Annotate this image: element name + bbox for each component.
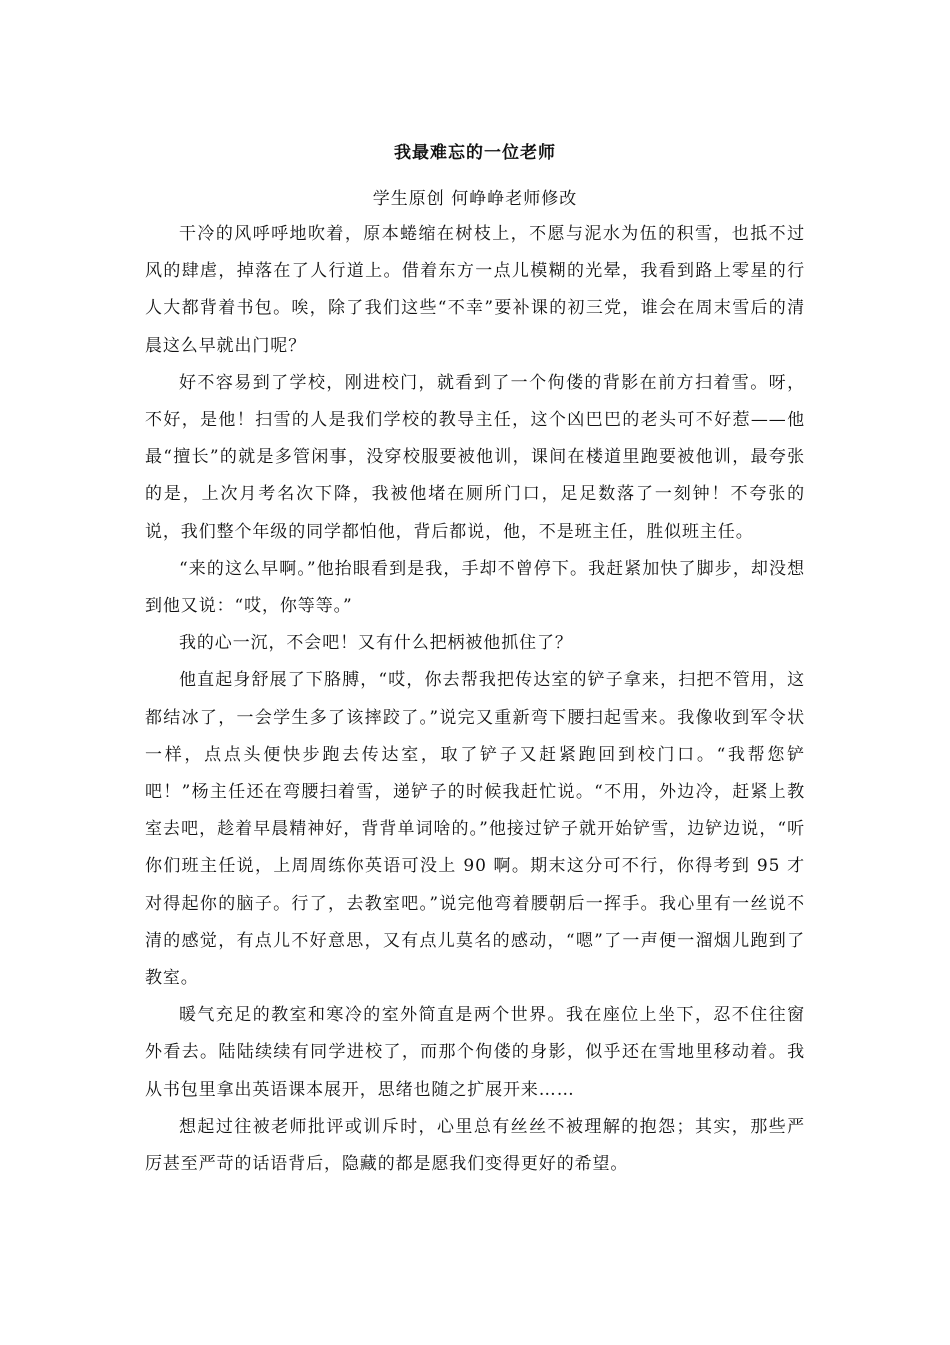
- paragraph-3: “来的这么早啊。”他抬眼看到是我，手却不曾停下。我赶紧加快了脚步，却没想到他又说：“哎，你等等。”: [145, 558, 805, 617]
- paragraph-6: 暖气充足的教室和寒冷的室外简直是两个世界。我在座位上坐下，忍不住往窗外看去。陆陆续续有同学进校了，而那个佝偻的身影，似乎还在雪地里移动着。我从书包里拿出英语课本展开，思绪也随之扩展开来……: [145, 1005, 805, 1100]
- essay-byline: 学生原创 何峥峥老师修改: [372, 189, 578, 209]
- paragraph-2: 好不容易到了学校，刚进校门，就看到了一个佝偻的背影在前方扫着雪。呀，不好，是他！扫雪的人是我们学校的教导主任，这个凶巴巴的老头可不好惹——他最“擅长”的就是多管闲事，没穿校服要被他训，课间在楼道里跑要被他训，最夸张的是，上次月考名次下降，我被他堵在厕所门口，足足数落了一刻钟！不夸张的说，我们整个年级的同学都怕他，背后都说，他，不是班主任，胜似班主任。: [145, 372, 805, 542]
- paragraph-7: 想起过往被老师批评或训斥时，心里总有丝丝不被理解的抱怨；其实，那些严厉甚至严苛的话语背后，隐藏的都是愿我们变得更好的希望。: [145, 1116, 805, 1175]
- essay-title: 我最难忘的一位老师: [394, 143, 556, 163]
- paragraph-5: 他直起身舒展了下胳膊，“哎，你去帮我把传达室的铲子拿来，扫把不管用，这都结冰了，一会学生多了该摔跤了。”说完又重新弯下腰扫起雪来。我像收到军令状一样，点点头便快步跑去传达室，取了铲子又赶紧跑回到校门口。“我帮您铲吧！”杨主任还在弯腰扫着雪，递铲子的时候我赶忙说。“不用，外边冷，赶紧上教室去吧，趁着早晨精神好，背背单词啥的。”他接过铲子就开始铲雪，边铲边说，“听你们班主任说，上周周练你英语可没上 90 啊。期末这分可不行，你得考到 95 才对得起你的脑子。行了，去教室吧。”说完他弯着腰朝后一挥手。我心里有一丝说不清的感觉，有点儿不好意思，又有点儿莫名的感动，“嗯”了一声便一溜烟儿跑到了教室。: [145, 670, 805, 989]
- paragraph-1: 干冷的风呼呼地吹着，原本蜷缩在树枝上，不愿与泥水为伍的积雪，也抵不过风的肆虐，掉落在了人行道上。借着东方一点儿模糊的光晕，我看到路上零星的行人大都背着书包。唉，除了我们这些“不幸”要补课的初三党，谁会在周末雪后的清晨这么早就出门呢？: [145, 224, 805, 356]
- paragraph-4: 我的心一沉，不会吧！又有什么把柄被他抓住了？: [179, 633, 573, 654]
- document-page: [145, 138, 805, 1183]
